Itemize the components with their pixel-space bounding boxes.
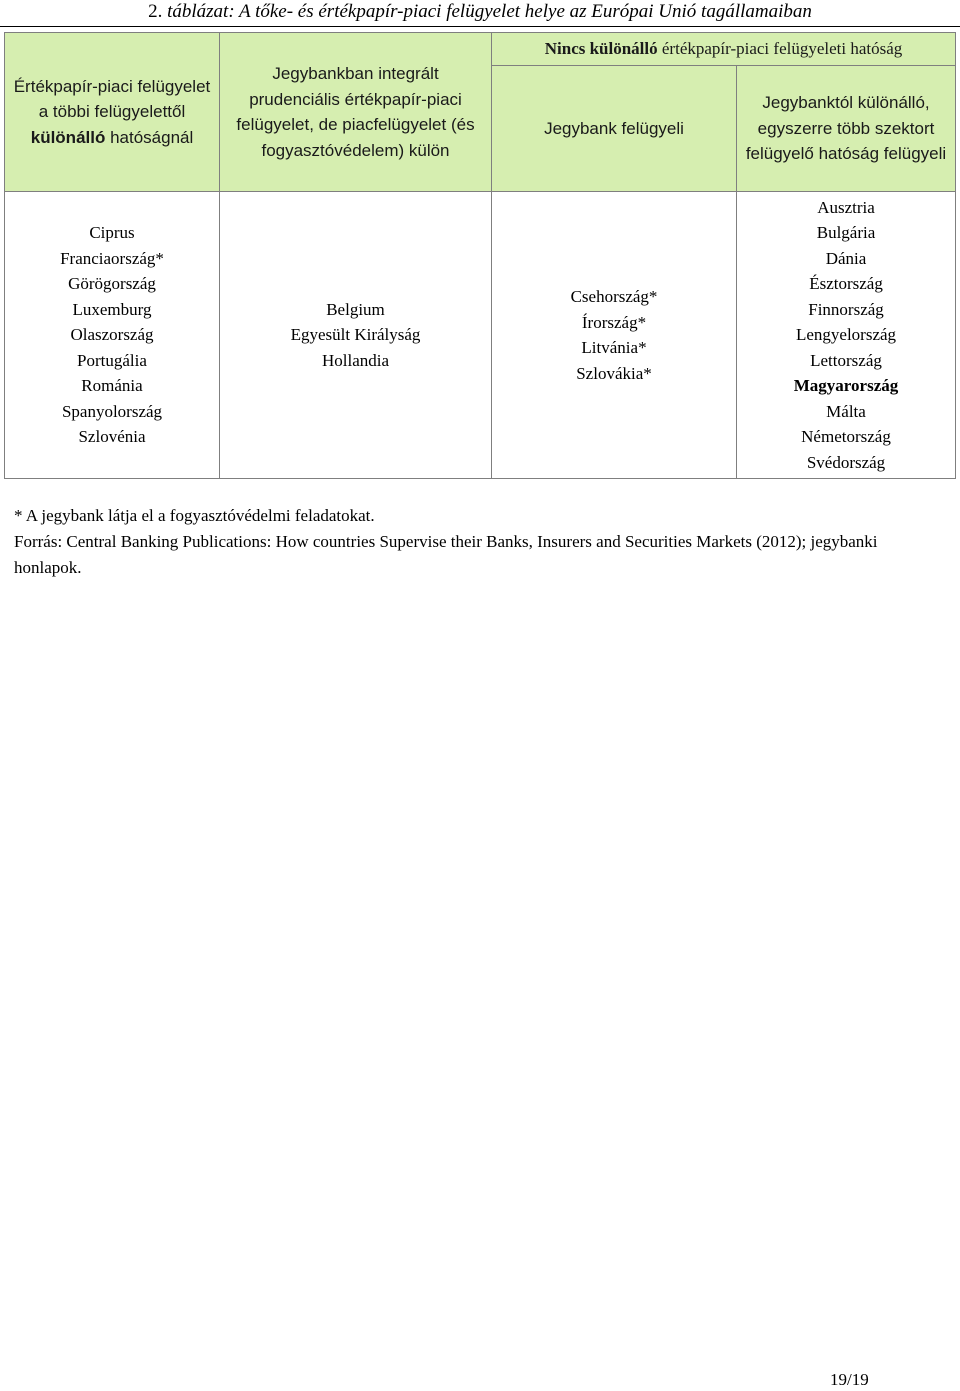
header-group-bold: Nincs különálló	[544, 39, 658, 59]
list-item: Írország*	[581, 312, 647, 332]
list-item: Dánia	[825, 248, 867, 268]
header-col1	[5, 33, 220, 192]
list-item: Ausztria	[817, 197, 875, 217]
header-col1-bold: különálló	[30, 127, 106, 147]
list-item: Hollandia	[321, 350, 390, 370]
list-item: Spanyolország	[61, 401, 163, 421]
header-group-text: értékpapír-piaci felügyeleti hatóság	[657, 39, 903, 59]
list-item: Portugália	[77, 350, 147, 370]
list-item: Franciaország*	[60, 248, 164, 268]
list-item-highlight: Magyarország	[793, 376, 899, 396]
list-item: Finnország	[808, 299, 884, 319]
list-item: Ciprus	[89, 223, 135, 243]
list-item: Olaszország	[70, 325, 154, 345]
caption-rule	[0, 26, 960, 27]
caption-title: táblázat: A tőke- és értékpapír-piaci felügyelet helye az Európai Unió tagállamaiban	[167, 1, 812, 22]
list-item: Litvánia*	[581, 338, 647, 357]
list-item: Málta	[826, 401, 866, 421]
list-item: Luxemburg	[72, 299, 152, 319]
list-item: Svédország	[806, 452, 886, 472]
list-item: Németország	[801, 427, 891, 447]
list-item: Lettország	[810, 350, 882, 370]
list-item: Románia	[81, 376, 143, 396]
source-note: Forrás: Central Banking Publications: How countries Supervise their Banks, Insurers and Securities Markets (2012); jegybanki honlapok.	[14, 532, 878, 577]
list-item: Belgium	[326, 299, 385, 319]
header-col1-tail: hatóságnál	[105, 127, 194, 147]
header-col4: Jegybanktól különálló, egyszerre több szektort felügyelő hatóság felügyeli	[737, 66, 956, 192]
header-group	[492, 33, 956, 66]
page-number: 19/19	[830, 1370, 869, 1389]
list-item: Lengyelország	[795, 325, 897, 345]
header-col2: Jegybankban integrált prudenciális értékpapír-piaci felügyelet, de piacfelügyelet (és fogyasztóvédelem) külön	[220, 33, 492, 192]
list-item: Szlovákia*	[576, 363, 652, 383]
table-notes	[14, 503, 949, 581]
supervision-table	[4, 32, 956, 479]
list-item: Szlovénia	[78, 427, 146, 447]
caption-number: 2.	[148, 1, 163, 22]
header-col1-text: Értékpapír-piaci felügyelet a többi felügyelettől	[13, 76, 211, 122]
countries-col3	[492, 192, 737, 479]
header-col3: Jegybank felügyeli	[492, 66, 737, 192]
list-item: Csehország*	[570, 287, 658, 306]
list-item: Görögország	[68, 274, 156, 294]
list-item: Bulgária	[816, 223, 876, 243]
table-caption	[0, 0, 960, 28]
countries-col4	[737, 192, 956, 479]
list-item: Észtország	[809, 274, 883, 294]
list-item: Egyesült Királyság	[290, 325, 421, 345]
countries-col1	[5, 192, 220, 479]
countries-col2	[220, 192, 492, 479]
footnote: * A jegybank látja el a fogyasztóvédelmi feladatokat.	[14, 506, 375, 525]
